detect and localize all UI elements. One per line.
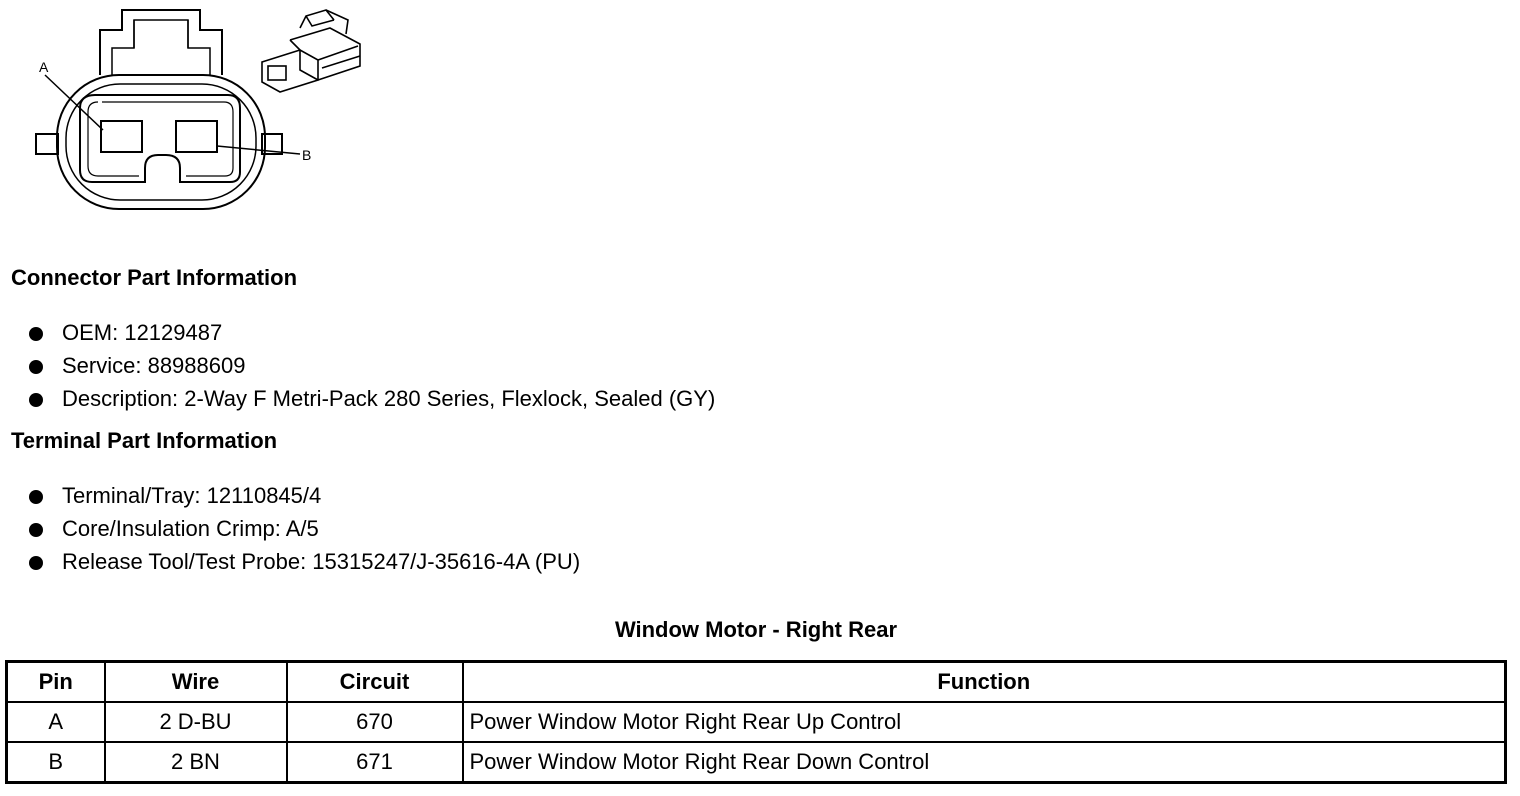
bullet-icon	[29, 490, 43, 504]
cell-function: Power Window Motor Right Rear Up Control	[463, 702, 1506, 742]
table-title: Window Motor - Right Rear	[614, 617, 898, 642]
cell-wire: 2 D-BU	[105, 702, 287, 742]
list-item	[28, 481, 580, 514]
connector-info-heading: Connector Part Information	[11, 265, 298, 290]
bullet-icon	[29, 360, 43, 374]
column-header-function: Function	[463, 662, 1506, 703]
cavity-b	[176, 121, 217, 152]
bullet-icon	[29, 393, 43, 407]
column-header-circuit: Circuit	[287, 662, 463, 703]
connector-info-list	[28, 318, 715, 417]
list-item	[28, 547, 580, 580]
connector-description: Description: 2-Way F Metri-Pack 280 Series, Flexlock, Sealed (GY)	[62, 386, 716, 411]
pin-a-callout: A	[39, 59, 49, 75]
connector-face-diagram	[0, 0, 400, 230]
pin-b-callout: B	[302, 147, 312, 163]
connector-oem: OEM: 12129487	[62, 320, 223, 345]
connector-3d-icon	[262, 10, 360, 92]
cell-function: Power Window Motor Right Rear Down Control	[463, 742, 1506, 783]
cell-wire: 2 BN	[105, 742, 287, 783]
cell-circuit: 670	[287, 702, 463, 742]
terminal-info-heading: Terminal Part Information	[11, 428, 278, 453]
column-header-wire: Wire	[105, 662, 287, 703]
pinout-table	[5, 660, 1507, 784]
cell-circuit: 671	[287, 742, 463, 783]
table-row	[7, 742, 1506, 783]
table-row	[7, 702, 1506, 742]
bullet-icon	[29, 556, 43, 570]
list-item	[28, 514, 580, 547]
terminal-crimp: Core/Insulation Crimp: A/5	[62, 516, 319, 541]
list-item	[28, 318, 715, 351]
terminal-tray: Terminal/Tray: 12110845/4	[62, 483, 322, 508]
cavity-a	[101, 121, 142, 152]
table-header-row	[7, 662, 1506, 703]
list-item	[28, 351, 715, 384]
cell-pin: B	[7, 742, 105, 783]
bullet-icon	[29, 523, 43, 537]
connector-service: Service: 88988609	[62, 353, 246, 378]
column-header-pin: Pin	[7, 662, 105, 703]
cell-pin: A	[7, 702, 105, 742]
list-item	[28, 384, 715, 417]
bullet-icon	[29, 327, 43, 341]
terminal-release-tool: Release Tool/Test Probe: 15315247/J-35616-4A (PU)	[62, 549, 581, 574]
terminal-info-list	[28, 481, 580, 580]
